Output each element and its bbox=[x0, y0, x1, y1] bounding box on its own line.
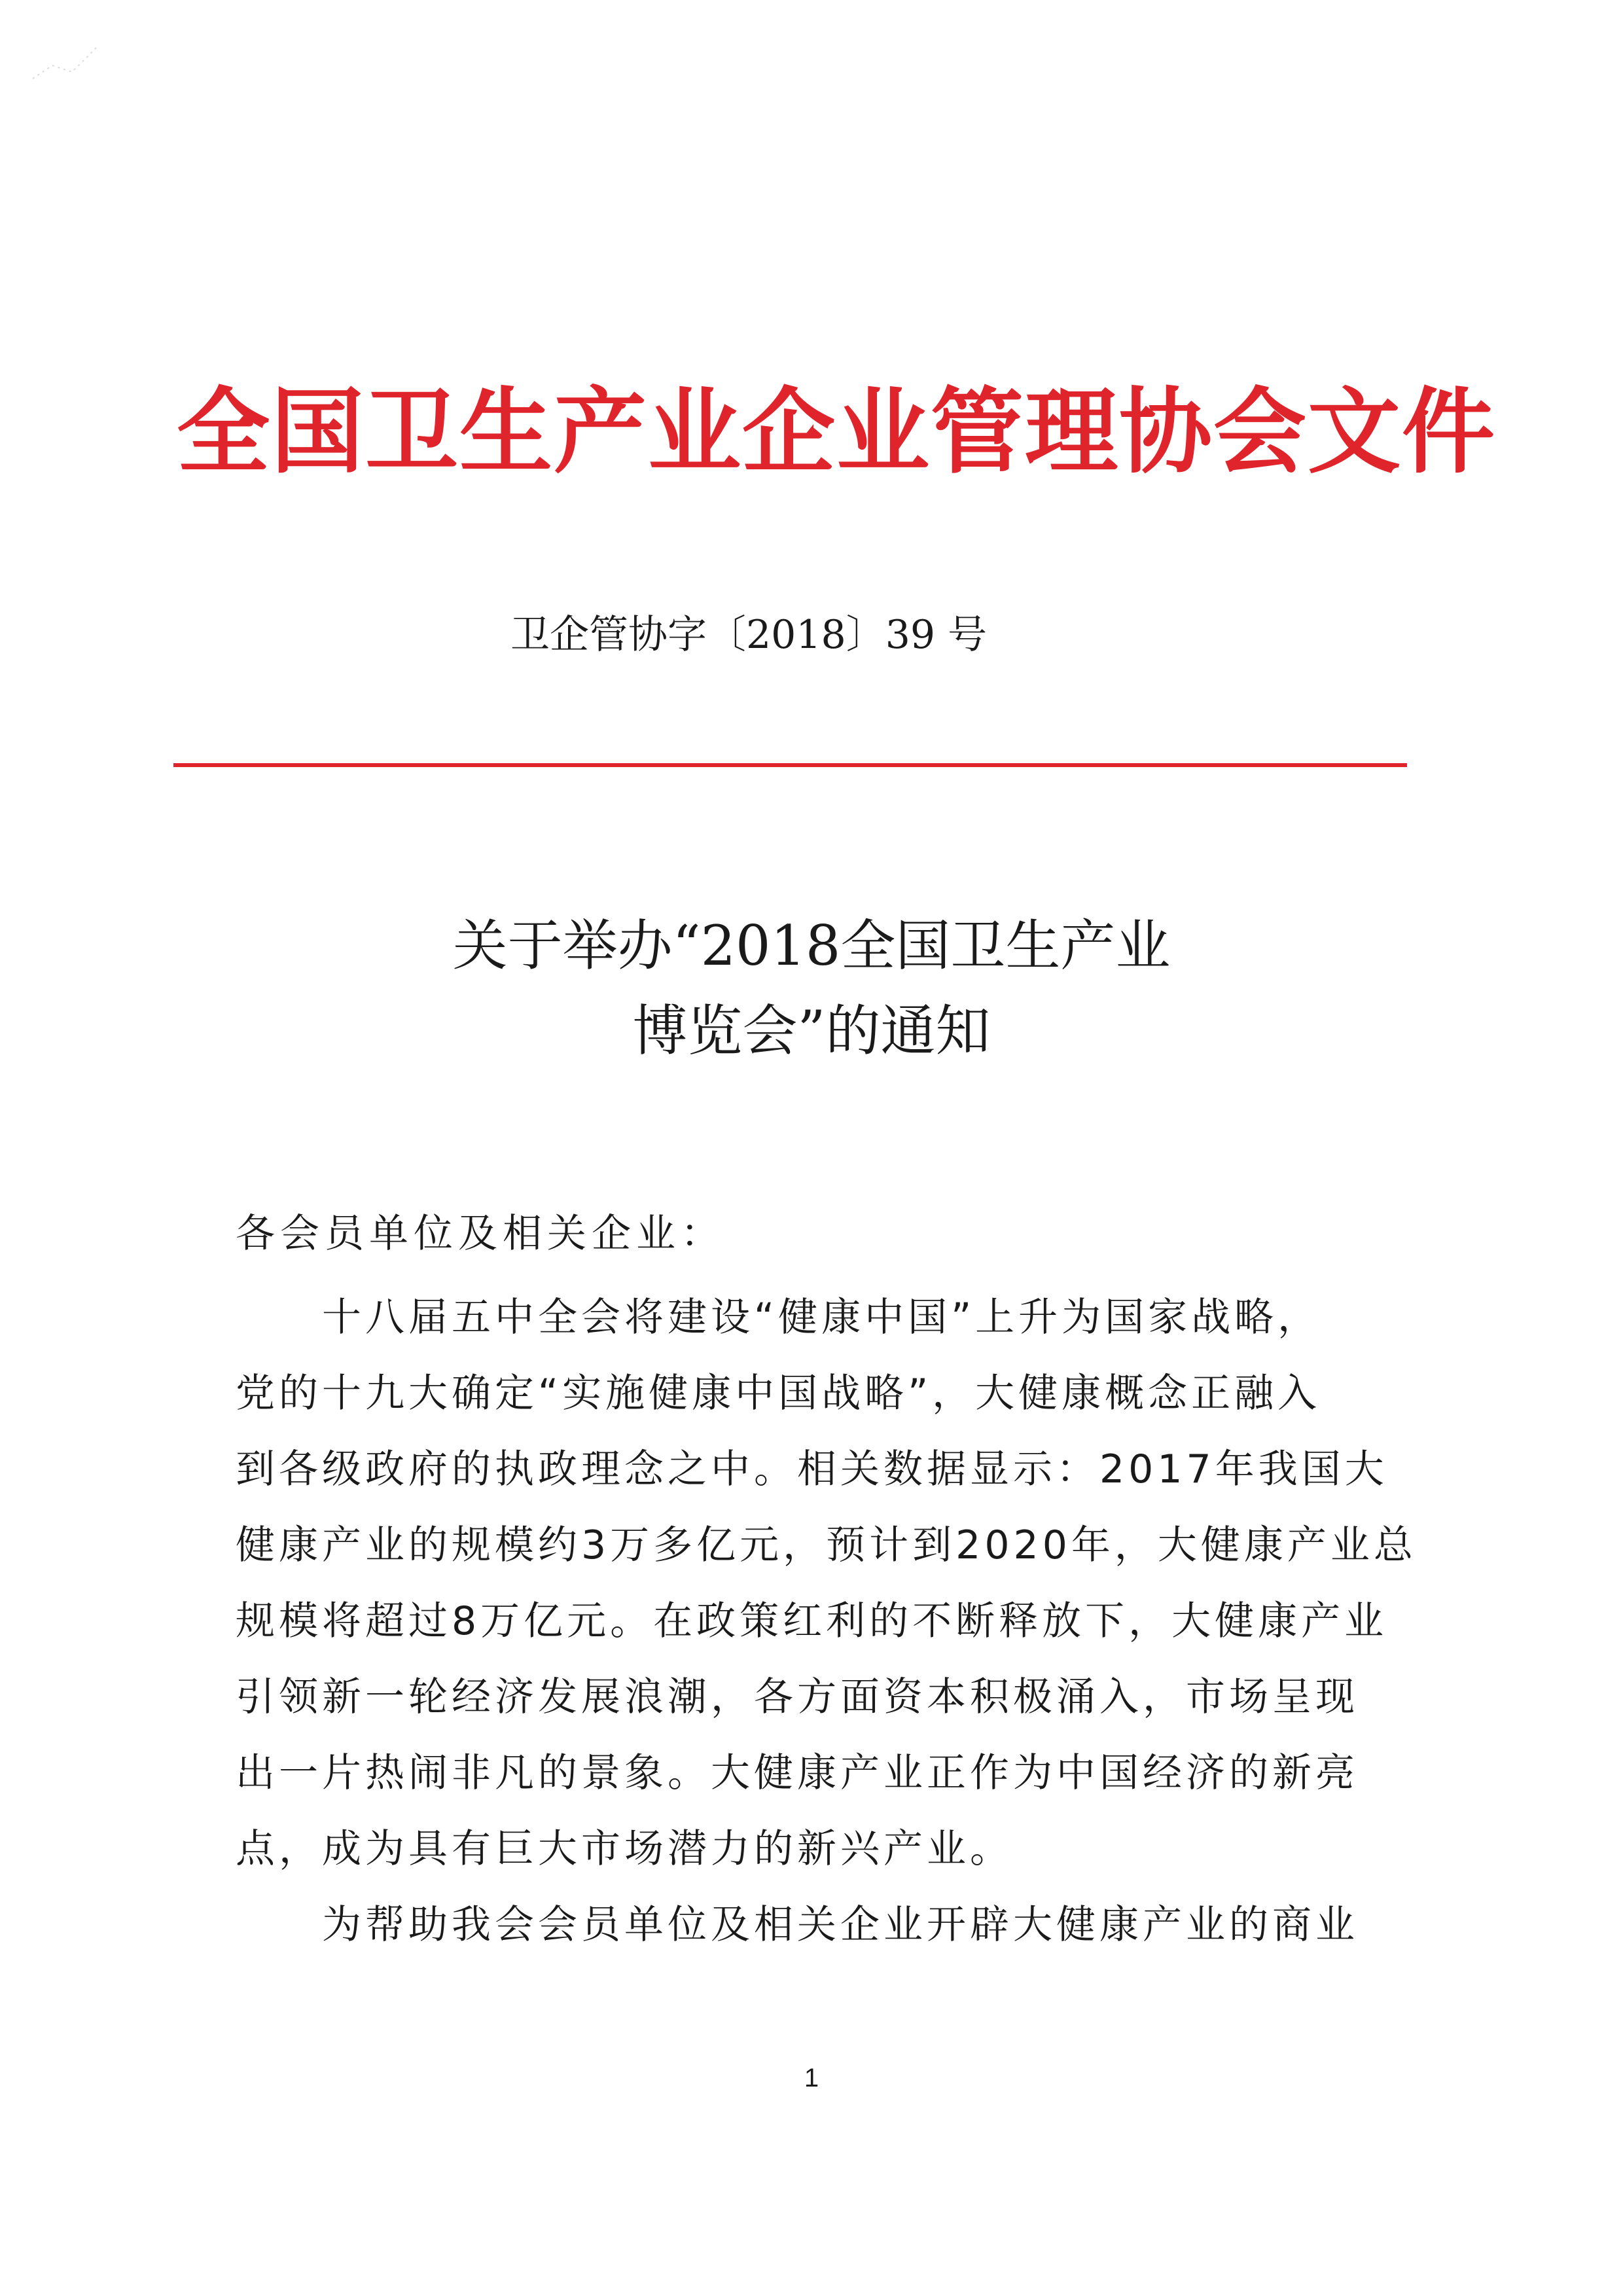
body-line: 十八届五中全会将建设“健康中国”上升为国家战略， bbox=[236, 1295, 1321, 1340]
notice-title-line: 关于举办“2018全国卫生产业 bbox=[452, 914, 1171, 978]
notice-title-line: 博览会”的通知 bbox=[632, 999, 991, 1063]
notice-title bbox=[236, 903, 1387, 1073]
issuer-header-title: 全国卫生产业企业管理协会文件 bbox=[177, 378, 1496, 486]
body-paragraphs bbox=[236, 1280, 1417, 1963]
body-line: 党的十九大确定“实施健康中国战略”，大健康概念正融入 bbox=[236, 1371, 1321, 1416]
body-line: 点，成为具有巨大市场潜力的新兴产业。 bbox=[236, 1826, 1013, 1872]
salutation: 各会员单位及相关企业： bbox=[236, 1211, 725, 1257]
body-line: 为帮助我会会员单位及相关企业开辟大健康产业的商业 bbox=[236, 1902, 1359, 1948]
body-line: 出一片热闹非凡的景象。大健康产业正作为中国经济的新亮 bbox=[236, 1750, 1359, 1796]
body-line: 规模将超过8万亿元。在政策红利的不断释放下，大健康产业 bbox=[236, 1598, 1388, 1644]
document-number: 卫企管协字〔2018〕39 号 bbox=[510, 612, 988, 658]
body-line: 引领新一轮经济发展浪潮，各方面资本积极涌入，市场呈现 bbox=[236, 1674, 1359, 1720]
scan-mark bbox=[26, 39, 105, 92]
page-number: 1 bbox=[804, 2064, 819, 2092]
body-line: 到各级政府的执政理念之中。相关数据显示：2017年我国大 bbox=[236, 1446, 1388, 1492]
body-line: 健康产业的规模约3万多亿元，预计到2020年，大健康产业总 bbox=[236, 1522, 1417, 1568]
header-divider bbox=[173, 763, 1407, 767]
